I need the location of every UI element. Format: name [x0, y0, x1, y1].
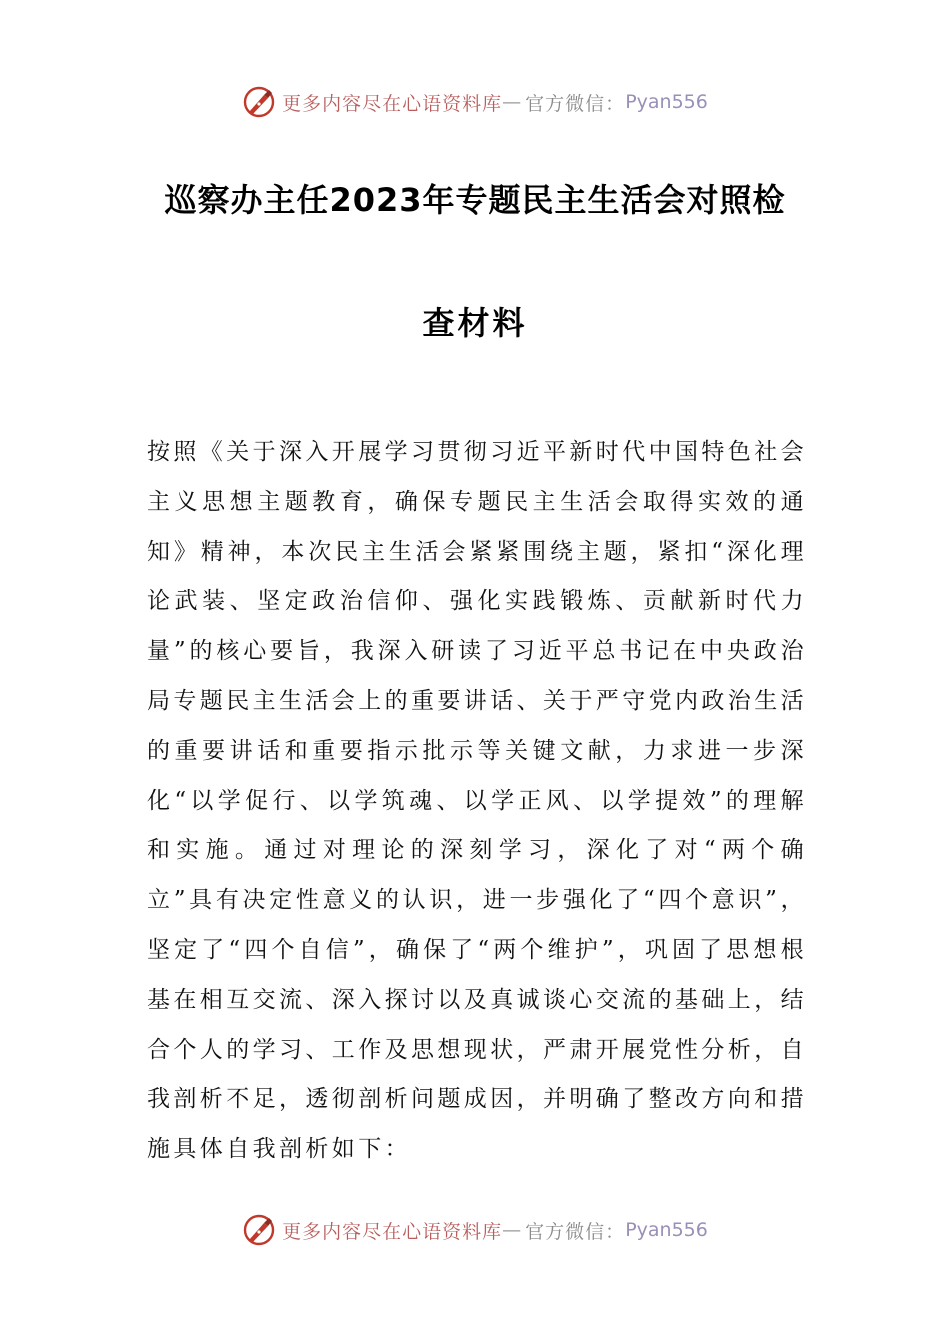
library-text: 更多内容尽在心语资料库	[282, 92, 503, 115]
separator-dash: —	[502, 91, 522, 113]
pen-nib-logo-icon	[242, 85, 276, 119]
header-watermark	[0, 80, 950, 124]
wechat-label: 官方微信：	[525, 1220, 626, 1243]
wechat-id: Pyan556	[625, 1219, 708, 1241]
document-title-line-2: 查材料	[422, 304, 528, 342]
library-text: 更多内容尽在心语资料库	[282, 1220, 503, 1243]
footer-watermark	[0, 1208, 950, 1252]
wechat-label: 官方微信：	[525, 92, 626, 115]
body-paragraph: 按照《关于深入开展学习贯彻习近平新时代中国特色社会主义思想主题教育，确保专题民主生活会取得实效的通知》精神，本次民主生活会紧紧围绕主题，紧扣“深化理论武装、坚定政治信仰、强化实践锻炼、贡献新时代力量”的核心要旨，我深入研读了习近平总书记在中央政治局专题民主生活会上的重要讲话、关于严守党内政治生活的重要讲话和重要指示批示等关键文献，力求进一步深化“以学促行、以学筑魂、以学正风、以学提效”的理解和实施。通过对理论的深刻学习，深化了对“两个确立”具有决定性意义的认识，进一步强化了“四个意识”，坚定了“四个自信”，确保了“两个维护”，巩固了思想根基在相互交流、深入探讨以及真诚谈心交流的基础上，结合个人的学习、工作及思想现状，严肃开展党性分析，自我剖析不足，透彻剖析问题成因，并明确了整改方向和措施具体自我剖析如下：	[147, 439, 807, 1163]
separator-dash: —	[502, 1219, 522, 1241]
wechat-id: Pyan556	[625, 91, 708, 113]
pen-nib-logo-icon	[242, 1213, 276, 1247]
document-title-line-1: 巡察办主任2023年专题民主生活会对照检	[164, 181, 786, 219]
